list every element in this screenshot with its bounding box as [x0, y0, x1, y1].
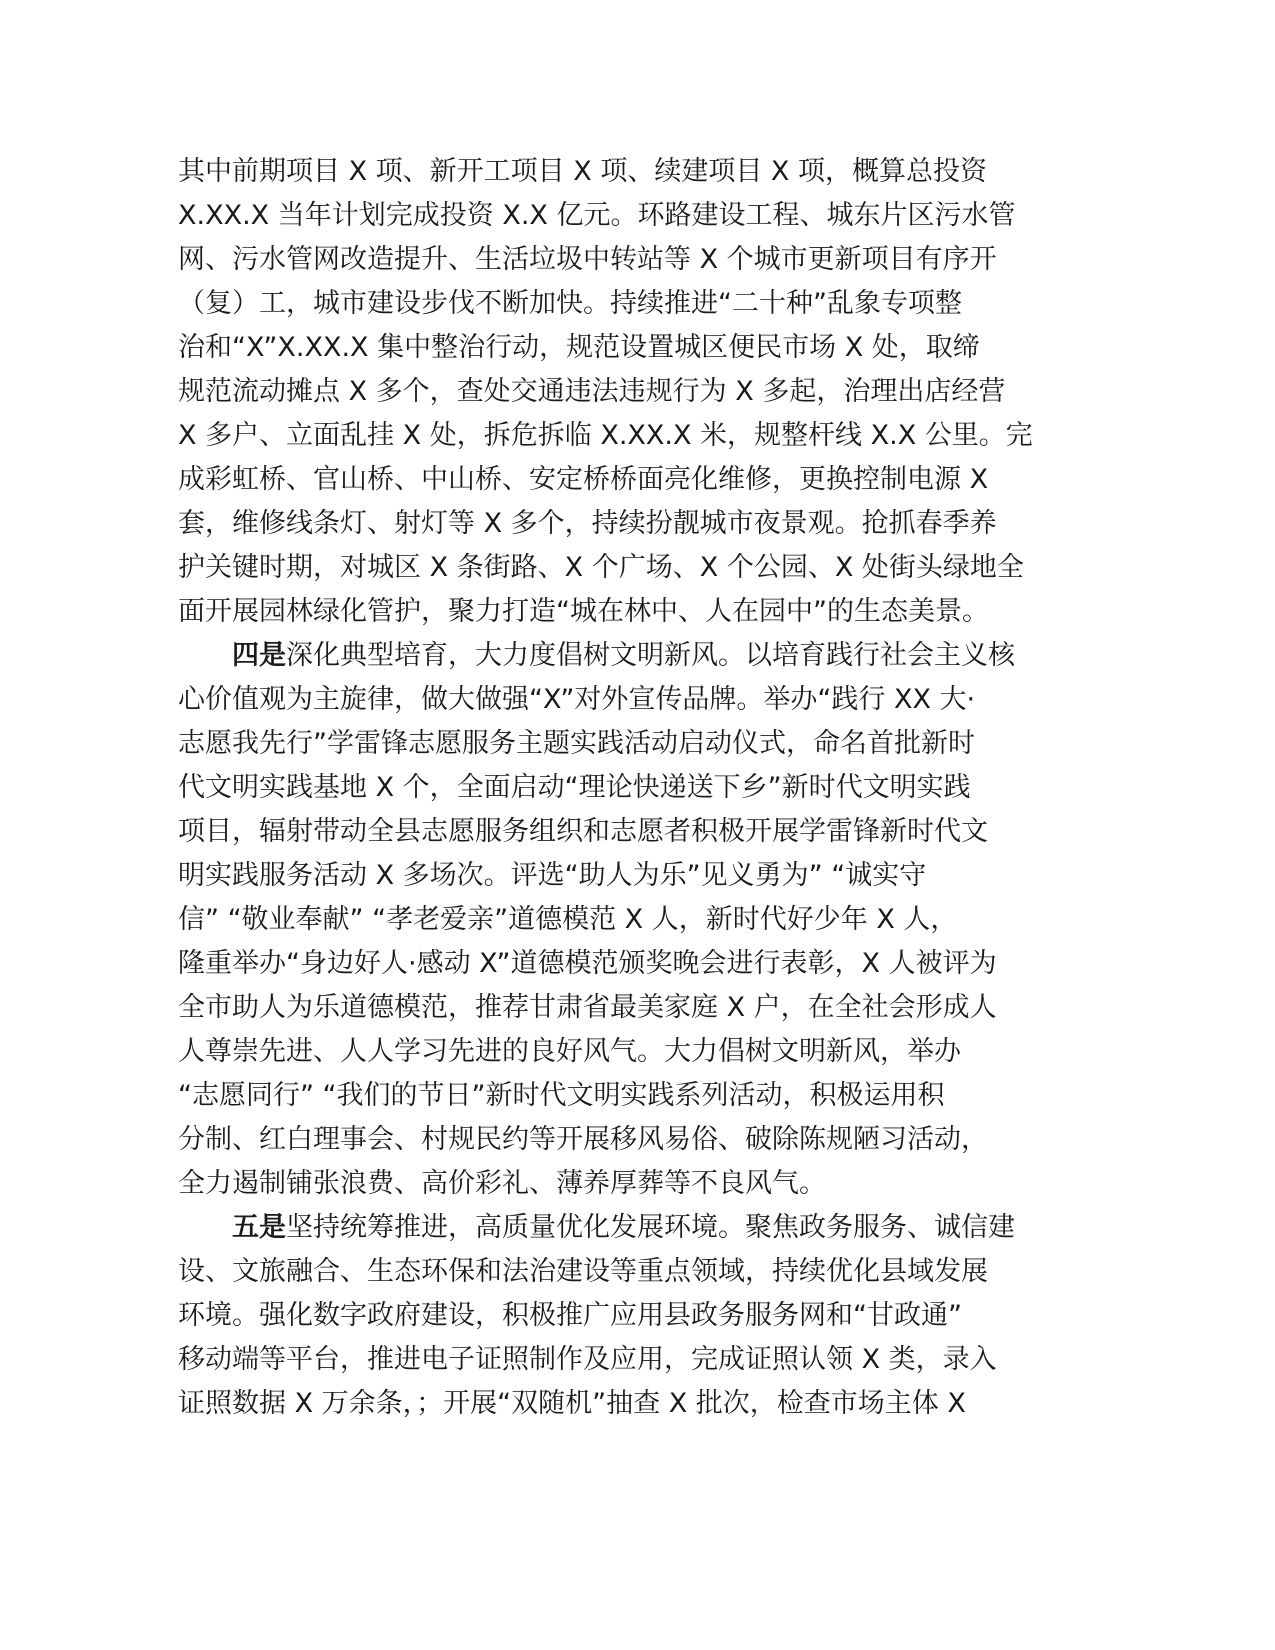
paragraph-first-line-text: 深化典型培育，大力度倡树文明新风。以培育践行社会主义核: [286, 640, 1015, 671]
paragraph-line: 设、文旅融合、生态环保和法治建设等重点领域，持续优化县域发展: [178, 1256, 988, 1287]
paragraph-business-environment: [178, 1206, 1040, 1426]
paragraph-line: 信” “敬业奉献” “孝老爱亲”道德模范 X 人，新时代好少年 X 人，: [178, 904, 958, 935]
paragraph-line: X.XX.X 当年计划完成投资 X.X 亿元。环路建设工程、城东片区污水管: [178, 200, 1016, 231]
paragraph-line: 全市助人为乐道德模范，推荐甘肃省最美家庭 X 户，在全社会形成人: [178, 992, 997, 1023]
paragraph-line: “志愿同行” “我们的节日”新时代文明实践系列活动，积极运用积: [178, 1080, 945, 1111]
document-page: [178, 150, 1040, 1426]
paragraph-lead: 五是: [232, 1212, 286, 1243]
paragraph-line: 项目，辐射带动全县志愿服务组织和志愿者积极开展学雷锋新时代文: [178, 816, 988, 847]
paragraph-line: 成彩虹桥、官山桥、中山桥、安定桥桥面亮化维修，更换控制电源 X: [178, 464, 989, 495]
paragraph-line: 面开展园林绿化管护，聚力打造“城在林中、人在园中”的生态美景。: [178, 596, 989, 627]
paragraph-line: （复）工，城市建设步伐不断加快。持续推进“二十种”乱象专项整: [178, 288, 962, 319]
paragraph-line: 规范流动摊点 X 多个，查处交通违法违规行为 X 多起，治理出店经营: [178, 376, 1006, 407]
paragraph-line: 治和“X”X.XX.X 集中整治行动，规范设置城区便民市场 X 处，取缔: [178, 332, 980, 363]
paragraph-line: 移动端等平台，推进电子证照制作及应用，完成证照认领 X 类，录入: [178, 1344, 997, 1375]
paragraph-line: X 多户、立面乱挂 X 处，拆危拆临 X.XX.X 米，规整杆线 X.X 公里。完: [178, 420, 1033, 451]
paragraph-line: 明实践服务活动 X 多场次。评选“助人为乐”见义勇为” “诚实守: [178, 860, 927, 891]
paragraph-civilization: [178, 634, 1040, 1206]
paragraph-line: 环境。强化数字政府建设，积极推广应用县政务服务网和“甘政通”: [178, 1300, 962, 1331]
paragraph-first-line-text: 坚持统筹推进，高质量优化发展环境。聚焦政务服务、诚信建: [286, 1212, 1015, 1243]
paragraph-first-line: [178, 1206, 1040, 1250]
paragraph-line: 全力遏制铺张浪费、高价彩礼、薄养厚葬等不良风气。: [178, 1168, 826, 1199]
paragraph-line: 网、污水管网改造提升、生活垃圾中转站等 X 个城市更新项目有序开: [178, 244, 997, 275]
paragraph-line: 分制、红白理事会、村规民约等开展移风易俗、破除陈规陋习活动，: [178, 1124, 988, 1155]
paragraph-first-line: [178, 634, 1040, 678]
paragraph-line: 隆重举办“身边好人·感动 X”道德模范颁奖晚会进行表彰，X 人被评为: [178, 948, 997, 979]
paragraph-line: 其中前期项目 X 项、新开工项目 X 项、续建项目 X 项，概算总投资: [178, 156, 987, 187]
paragraph-line: 人尊崇先进、人人学习先进的良好风气。大力倡树文明新风，举办: [178, 1036, 961, 1067]
paragraph-line: 代文明实践基地 X 个，全面启动“理论快递送下乡”新时代文明实践: [178, 772, 971, 803]
paragraph-line: 证照数据 X 万余条，；开展“双随机”抽查 X 批次，检查市场主体 X: [178, 1388, 966, 1419]
paragraph-urban-construction: [178, 150, 1040, 634]
paragraph-line: 护关键时期，对城区 X 条街路、X 个广场、X 个公园、X 处街头绿地全: [178, 552, 1024, 583]
paragraph-line: 心价值观为主旋律，做大做强“X”对外宣传品牌。举办“践行 XX 大·: [178, 684, 976, 715]
paragraph-line: 志愿我先行”学雷锋志愿服务主题实践活动启动仪式，命名首批新时: [178, 728, 975, 759]
paragraph-line: 套，维修线条灯、射灯等 X 多个，持续扮靓城市夜景观。抢抓春季养: [178, 508, 997, 539]
paragraph-lead: 四是: [232, 640, 286, 671]
